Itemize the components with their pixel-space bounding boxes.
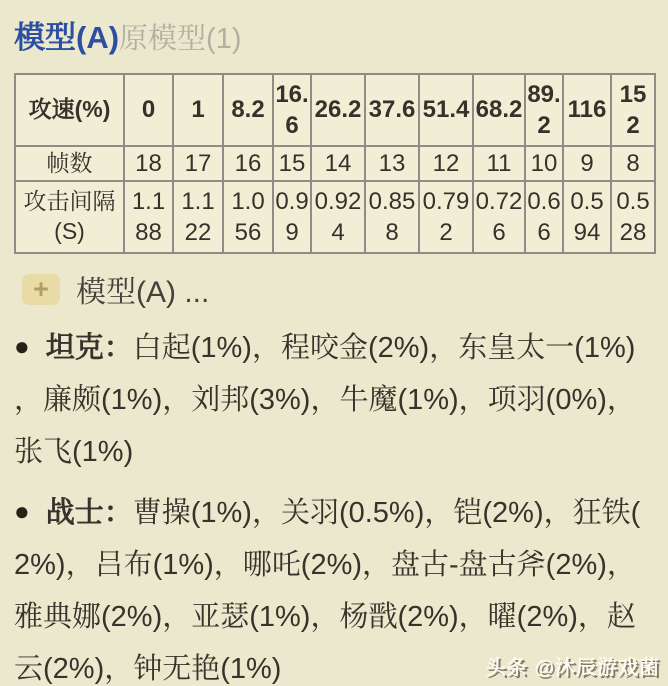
hero-names-warrior: 曹操(1%)，关羽(0.5%)，铠(2%)，狂铁(2%)，吕布(1%)，哪吒(2%)，盘古-盘古斧(2%)，雅典娜(2%)，亚瑟(1%)，杨戬(2%)，曜(2%)，赵云(2%)，钟无艳(1%) [14, 497, 641, 686]
table-cell: 0.858 [365, 181, 419, 253]
table-row-attack-interval [15, 181, 655, 253]
attack-speed-table [14, 73, 656, 254]
table-cell: 10 [525, 146, 563, 181]
hero-names-tank: 白起(1%)，程咬金(2%)，东皇太一(1%)，廉颇(1%)，刘邦(3%)，牛魔(1%)，项羽(0%)，张飞(1%) [14, 332, 636, 469]
table-cell: 51.4 [419, 74, 473, 146]
list-item-tank [14, 322, 654, 478]
table-cell: 1.188 [124, 181, 173, 253]
table-cell: 37.6 [365, 74, 419, 146]
table-cell: 1 [173, 74, 223, 146]
table-cell: 68.2 [473, 74, 525, 146]
collapsed-section-label: 模型(A) ... [76, 276, 210, 310]
table-cell: 89.2 [525, 74, 563, 146]
table-cell: 8 [611, 146, 655, 181]
model-title: 模型(A) [14, 20, 120, 55]
table-cell: 0.528 [611, 181, 655, 253]
table-cell: 1.056 [223, 181, 273, 253]
table-row-frames [15, 146, 655, 181]
category-label-tank: 坦克： [45, 332, 133, 365]
table-cell: 14 [311, 146, 365, 181]
category-label-warrior: 战士： [45, 497, 133, 530]
table-cell: 17 [173, 146, 223, 181]
table-cell: 0.594 [563, 181, 611, 253]
table-cell: 152 [611, 74, 655, 146]
table-cell: 0.99 [273, 181, 311, 253]
table-cell: 116 [563, 74, 611, 146]
hero-list [14, 322, 654, 686]
row-header-attack-speed: 攻速(%) [15, 74, 124, 146]
table-cell: 9 [563, 146, 611, 181]
watermark: 头条 @沐辰游戏菌 [485, 657, 660, 679]
bullet-icon: ● [14, 496, 30, 527]
table-cell: 18 [124, 146, 173, 181]
table-cell: 1.122 [173, 181, 223, 253]
table-cell: 12 [419, 146, 473, 181]
table-cell: 15 [273, 146, 311, 181]
collapsed-section-toggle[interactable] [14, 269, 654, 309]
row-header-frames: 帧数 [15, 146, 124, 181]
model-subtitle: 原模型(1) [119, 23, 242, 55]
table-cell: 0.924 [311, 181, 365, 253]
table-cell: 11 [473, 146, 525, 181]
table-cell: 16.6 [273, 74, 311, 146]
table-cell: 16 [223, 146, 273, 181]
table-cell: 0.66 [525, 181, 563, 253]
table-cell: 8.2 [223, 74, 273, 146]
table-cell: 0 [124, 74, 173, 146]
expand-plus-icon[interactable]: + [22, 274, 60, 305]
table-cell: 0.792 [419, 181, 473, 253]
table-cell: 0.726 [473, 181, 525, 253]
row-header-attack-interval: 攻击间隔(S) [15, 181, 124, 253]
table-cell: 26.2 [311, 74, 365, 146]
table-row-attack-speed [15, 74, 655, 146]
page-title [14, 12, 654, 57]
bullet-icon: ● [14, 331, 30, 362]
table-cell: 13 [365, 146, 419, 181]
